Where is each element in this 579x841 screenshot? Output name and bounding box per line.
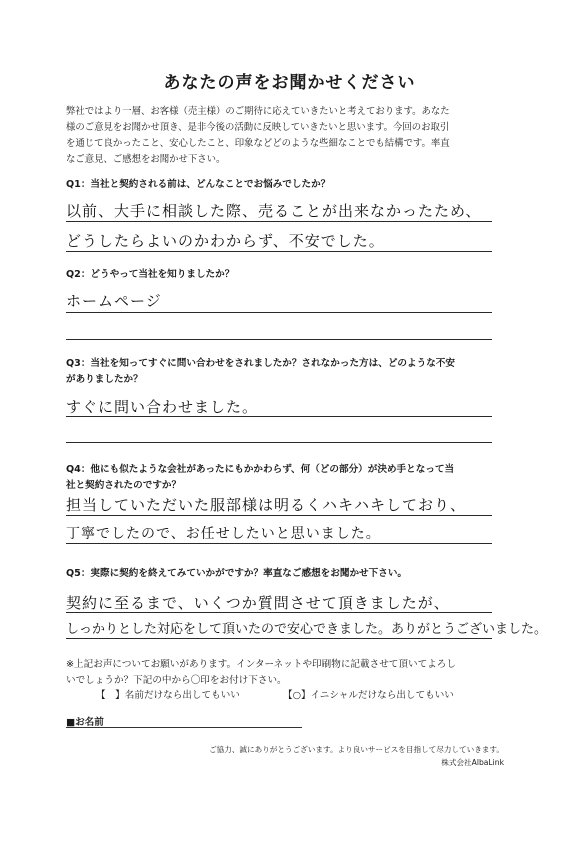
question-1-text: Q1：当社と契約される前は、どんなことでお悩みでしたか？ — [66, 179, 331, 190]
answer-5-line-2: しっかりとした対応をして頂いたので安心できました。ありがとうございました。 — [66, 622, 548, 637]
answer-1-line-1: 以前、大手に相談した際、売ることが出来なかったため、 — [66, 202, 482, 220]
question-3-text: Q3：当社を知ってすぐに問い合わせをされましたか？されなかった方は、どのような不安 — [66, 358, 455, 369]
answer-1-line-2: どうしたらよいのかわからず、不安でした。 — [66, 232, 385, 250]
question-5 — [66, 566, 506, 582]
answer-line — [66, 515, 492, 516]
option-initial-ok[interactable]: 【○】イニシャルだけなら出してもいい — [283, 690, 454, 701]
question-4-text: 社と契約されたのですか？ — [66, 480, 182, 491]
question-3 — [66, 356, 506, 388]
question-2-text: Q2：どうやって当社を知りましたか？ — [66, 269, 235, 280]
answer-line — [66, 638, 492, 639]
question-5-text: Q5：実際に契約を終えてみていかがですか？率直なご感想をお聞かせ下さい。 — [66, 568, 408, 579]
intro-line: 様のご意見をお聞かせ頂き、是非今後の活動に反映していきたいと思います。今回のお取引 — [66, 122, 450, 133]
answer-line — [66, 251, 492, 252]
intro-line: 弊社ではより一層、お客様（売主様）のご期待に応えていきたいと考えております。あなた — [66, 106, 450, 117]
publication-notice — [66, 657, 516, 689]
answer-line — [66, 312, 492, 313]
intro-line: なご意見、ご感想をお聞かせ下さい。 — [66, 154, 226, 165]
intro-line: を通じて良かったこと、安心したこと、印象などどのような些細なことでも結構です。率直 — [66, 138, 450, 149]
answer-4-line-2: 丁寧でしたので、お任せしたいと思いました。 — [66, 526, 381, 542]
notice-line: ※上記お声についてお願いがあります。インターネットや印刷物に記載させて頂いてよろし — [66, 659, 456, 670]
answer-5-line-1: 契約に至るまで、いくつか質問させて頂きましたが、 — [66, 594, 450, 612]
answer-line — [66, 339, 492, 340]
intro-text — [66, 104, 506, 168]
answer-2-line-1: ホームページ — [66, 292, 162, 310]
question-3-text: がありましたか？ — [66, 374, 143, 385]
notice-line: いでしょうか？下記の中から〇印をお付け下さい。 — [66, 675, 287, 686]
page-title: あなたの声をお聞かせください — [163, 73, 416, 93]
name-field-line[interactable] — [66, 727, 302, 728]
answer-4-line-1: 担当していただいた服部様は明るくハキハキしており、 — [66, 496, 467, 514]
answer-line — [66, 442, 492, 443]
question-1 — [66, 177, 506, 193]
question-4-text: Q4：他にも似たような会社があったにもかかわらず、何（どの部分）が決め手となって当 — [66, 464, 455, 475]
answer-line — [66, 612, 492, 613]
name-label: ■お名前 — [66, 717, 104, 728]
footer-thanks: ご協力、誠にありがとうございます。より良いサービスを目指して尽力していきます。 — [209, 745, 504, 754]
answer-line — [66, 416, 492, 417]
question-4 — [66, 462, 506, 494]
answer-line — [66, 543, 492, 544]
question-2 — [66, 267, 506, 283]
option-name-ok[interactable]: 【 】名前だけなら出してもいい — [96, 690, 240, 701]
answer-3-line-1: すぐに問い合わせました。 — [66, 398, 259, 416]
answer-line — [66, 221, 492, 222]
footer-company: 株式会社AlbaLink — [441, 758, 504, 767]
